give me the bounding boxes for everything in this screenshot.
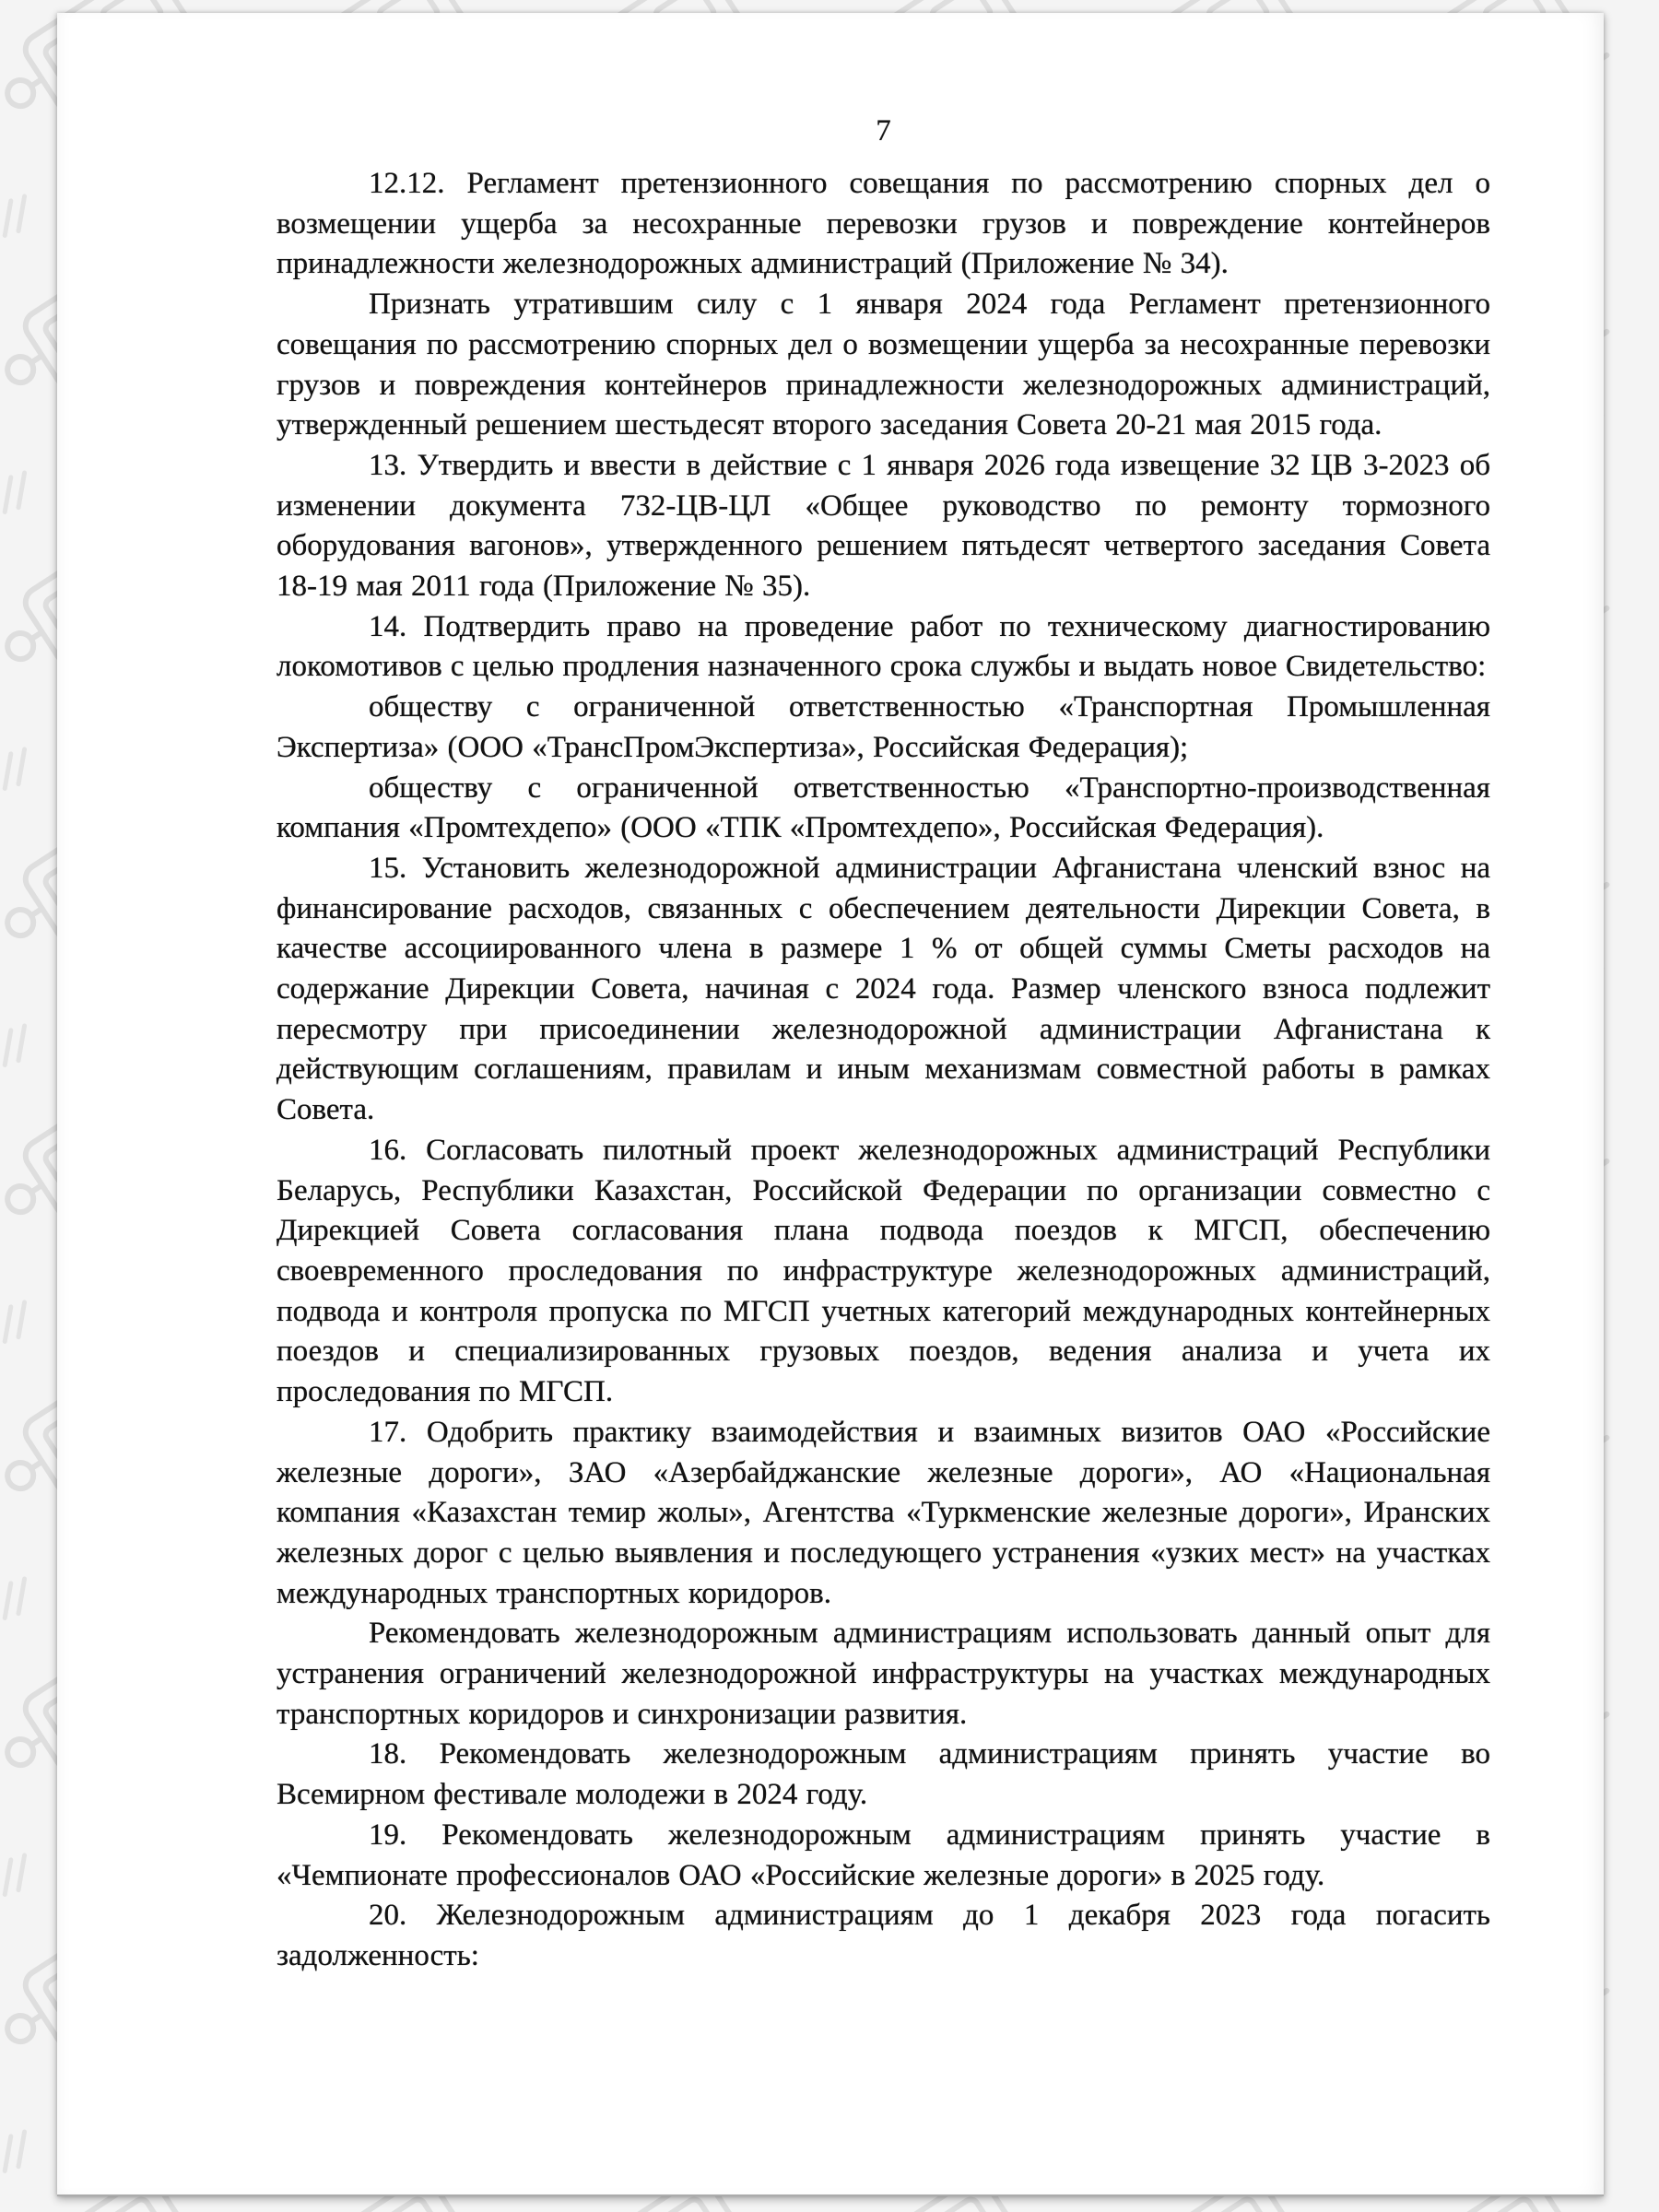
- paragraph: 12.12. Регламент претензионного совещания по рассмотрению спорных дел о возмещении ущерба за несохранные перевозки грузов и повреждение контейнеров принадлежности железнодорожных администраций (Приложение № 34).: [276, 167, 1490, 281]
- paragraph: обществу с ограниченной ответственностью «Транспортно-производственная компания «Промтехдепо» (ООО «ТПК «Промтехдепо», Российская Федерация).: [276, 771, 1490, 845]
- paragraph: 18. Рекомендовать железнодорожным администрациям принять участие во Всемирном фестивале молодежи в 2024 году.: [276, 1737, 1490, 1812]
- document-page: [57, 13, 1604, 2196]
- paragraph: Признать утратившим силу с 1 января 2024 года Регламент претензионного совещания по рассмотрению спорных дел о возмещении ущерба за несохранные перевозки грузов и повреждения контейнеров принадлежности железнодорожных администраций, утвержденный решением шестьдесят второго заседания Совета 20-21 мая 2015 года.: [276, 288, 1490, 442]
- document-body: [276, 164, 1490, 1977]
- paragraph: 13. Утвердить и ввести в действие с 1 января 2026 года извещение 32 ЦВ 3-2023 об изменении документа 732-ЦВ-ЦЛ «Общее руководство по ремонту тормозного оборудования вагонов», утвержденного решением пятьдесят четвертого заседания Совета 18-19 мая 2011 года (Приложение № 35).: [276, 448, 1490, 604]
- paragraph: 15. Установить железнодорожной администрации Афганистана членский взнос на финансирование расходов, связанных с обеспечением деятельности Дирекции Совета, в качестве ассоциированного члена в размере 1 % от общей суммы Сметы расходов на содержание Дирекции Совета, начиная с 2024 года. Размер членского взноса подлежит пересмотру при присоединении железнодорожной администрации Афганистана к действующим соглашениям, правилам и иным механизмам совместной работы в рамках Совета.: [276, 851, 1490, 1127]
- page-number: 7: [876, 114, 891, 147]
- paragraph: 17. Одобрить практику взаимодействия и взаимных визитов ОАО «Российские железные дороги», ЗАО «Азербайджанские железные дороги», АО «Национальная компания «Казахстан темир жолы», Агентства «Туркменские железные дороги», Иранских железных дорог с целью выявления и последующего устранения «узких мест» на участках международных транспортных коридоров.: [276, 1415, 1490, 1610]
- paragraph: 20. Железнодорожным администрациям до 1 декабря 2023 года погасить задолженность:: [276, 1899, 1490, 1972]
- paragraph: 16. Согласовать пилотный проект железнодорожных администраций Республики Беларусь, Республики Казахстан, Российской Федерации по организации совместно с Дирекцией Совета согласования плана подвода поездов к МГСП, обеспечению своевременного проследования по инфраструктуре железнодорожных администраций, подвода и контроля пропуска по МГСП учетных категорий международных контейнерных поездов и специализированных грузовых поездов, ведения анализа и учета их проследования по МГСП.: [276, 1133, 1490, 1409]
- paragraph: 19. Рекомендовать железнодорожным администрациям принять участие в «Чемпионате профессионалов ОАО «Российские железные дороги» в 2025 году.: [276, 1818, 1490, 1892]
- paragraph: обществу с ограниченной ответственностью «Транспортная Промышленная Экспертиза» (ООО «ТрансПромЭкспертиза», Российская Федерация);: [276, 690, 1490, 764]
- paragraph: 14. Подтвердить право на проведение работ по техническому диагностированию локомотивов с целью продления назначенного срока службы и выдать новое Свидетельство:: [276, 609, 1490, 684]
- paragraph: Рекомендовать железнодорожным администрациям использовать данный опыт для устранения ограничений железнодорожной инфраструктуры на участках международных транспортных коридоров и синхронизации развития.: [276, 1617, 1490, 1731]
